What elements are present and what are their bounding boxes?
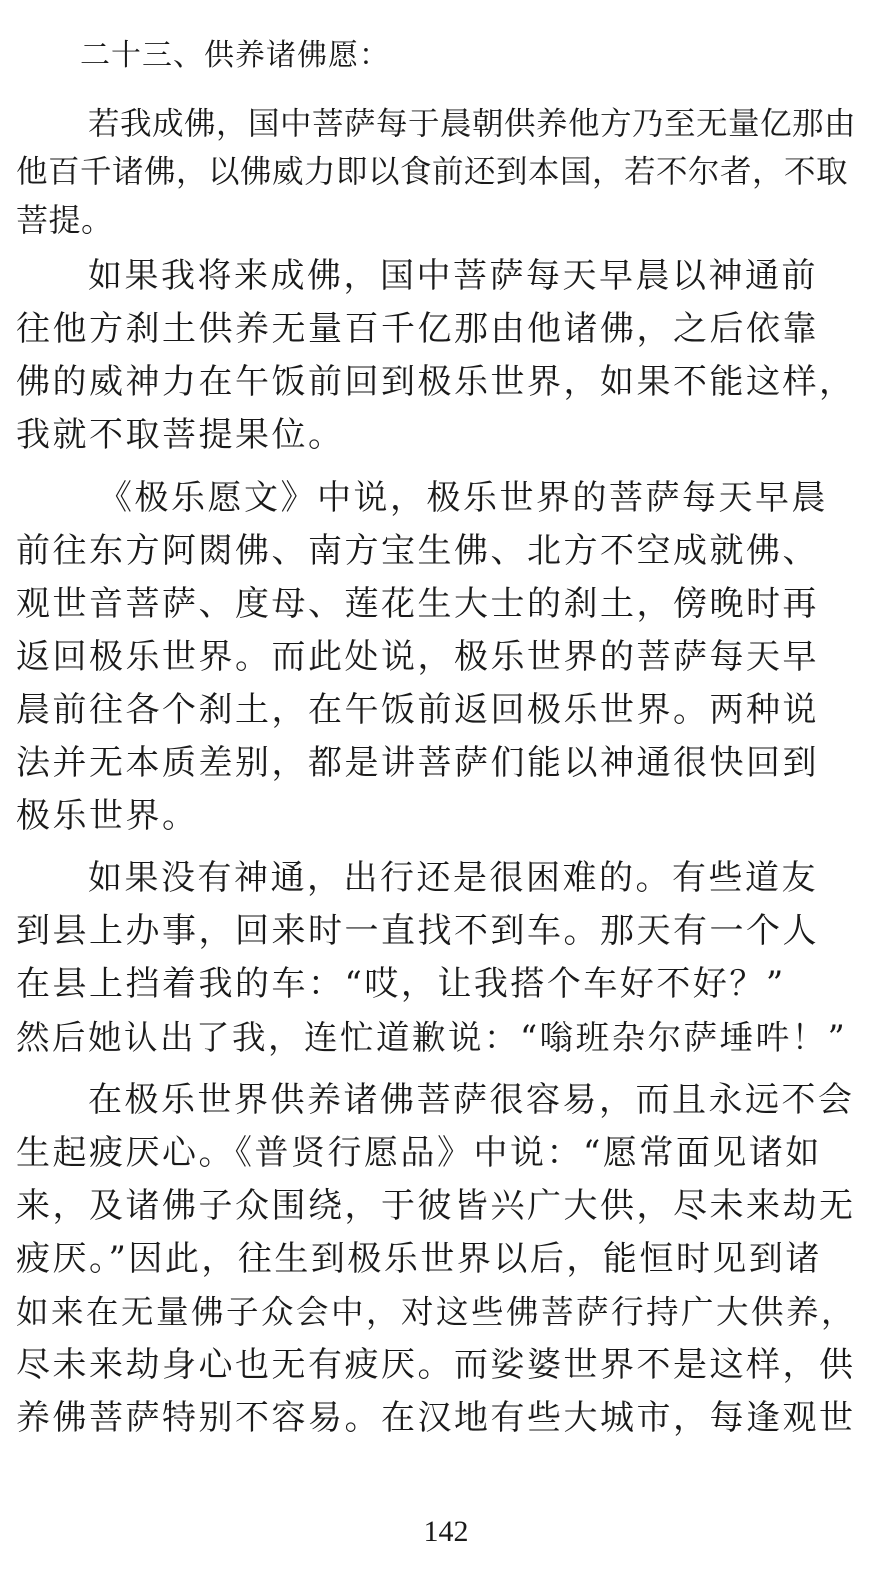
text-line: 来，及诸佛子众围绕，于彼皆兴广大供，尽未来劫无 (16, 1186, 856, 1226)
vow-heading: 二十三、供养诸佛愿： (80, 38, 390, 73)
text-line: 往他方刹土供养无量百千亿那由他诸佛，之后依靠 (16, 309, 819, 349)
text-line: 《极乐愿文》中说，极乐世界的菩萨每天早晨 (98, 478, 828, 518)
text-line: 前往东方阿閦佛、南方宝生佛、北方不空成就佛、 (16, 531, 819, 571)
text-line: 菩提。 (16, 201, 114, 239)
text-line: 返回极乐世界。而此处说，极乐世界的菩萨每天早 (16, 637, 819, 677)
text-line: 我就不取菩提果位。 (16, 415, 345, 455)
text-line: 然后她认出了我，连忙道歉说：“嗡班杂尔萨埵吽！” (16, 1018, 848, 1057)
text-line: 在县上挡着我的车：“哎，让我搭个车好不好？” (16, 964, 786, 1004)
text-line: 生起疲厌心。《普贤行愿品》中说：“愿常面见诸如 (16, 1133, 822, 1173)
text-line: 如来在无量佛子众会中，对这些佛菩萨行持广大供养， (16, 1293, 857, 1331)
commentary-paragraph-2 (16, 852, 856, 1064)
text-line: 晨前往各个刹土，在午饭前返回极乐世界。两种说 (16, 690, 819, 730)
commentary-paragraph-1 (16, 472, 856, 843)
text-line: 法并无本质差别，都是讲菩萨们能以神通很快回到 (16, 743, 819, 783)
text-line: 极乐世界。 (16, 796, 199, 836)
text-line: 观世音菩萨、度母、莲花生大士的刹土，傍晚时再 (16, 584, 819, 624)
text-line: 养佛菩萨特别不容易。在汉地有些大城市，每逢观世 (16, 1398, 856, 1438)
text-line: 在极乐世界供养诸佛菩萨很容易，而且永远不会 (88, 1080, 855, 1120)
text-line: 若我成佛，国中菩萨每于晨朝供养他方乃至无量亿那由 (88, 106, 857, 142)
text-line: 尽未来劫身心也无有疲厌。而娑婆世界不是这样，供 (16, 1345, 856, 1385)
page-number: 142 (423, 1515, 469, 1548)
sutra-paragraph (16, 100, 856, 244)
text-line: 疲厌。”因此，往生到极乐世界以后，能恒时见到诸 (16, 1239, 822, 1279)
translation-paragraph (16, 250, 856, 462)
text-line: 他百千诸佛，以佛威力即以食前还到本国，若不尔者，不取 (16, 154, 849, 190)
commentary-paragraph-3 (16, 1074, 856, 1445)
text-line: 如果没有神通，出行还是很困难的。有些道友 (88, 858, 818, 898)
text-line: 到县上办事，回来时一直找不到车。那天有一个人 (16, 911, 819, 951)
text-line: 佛的威神力在午饭前回到极乐世界，如果不能这样， (16, 362, 856, 402)
text-line: 如果我将来成佛，国中菩萨每天早晨以神通前 (88, 256, 818, 296)
